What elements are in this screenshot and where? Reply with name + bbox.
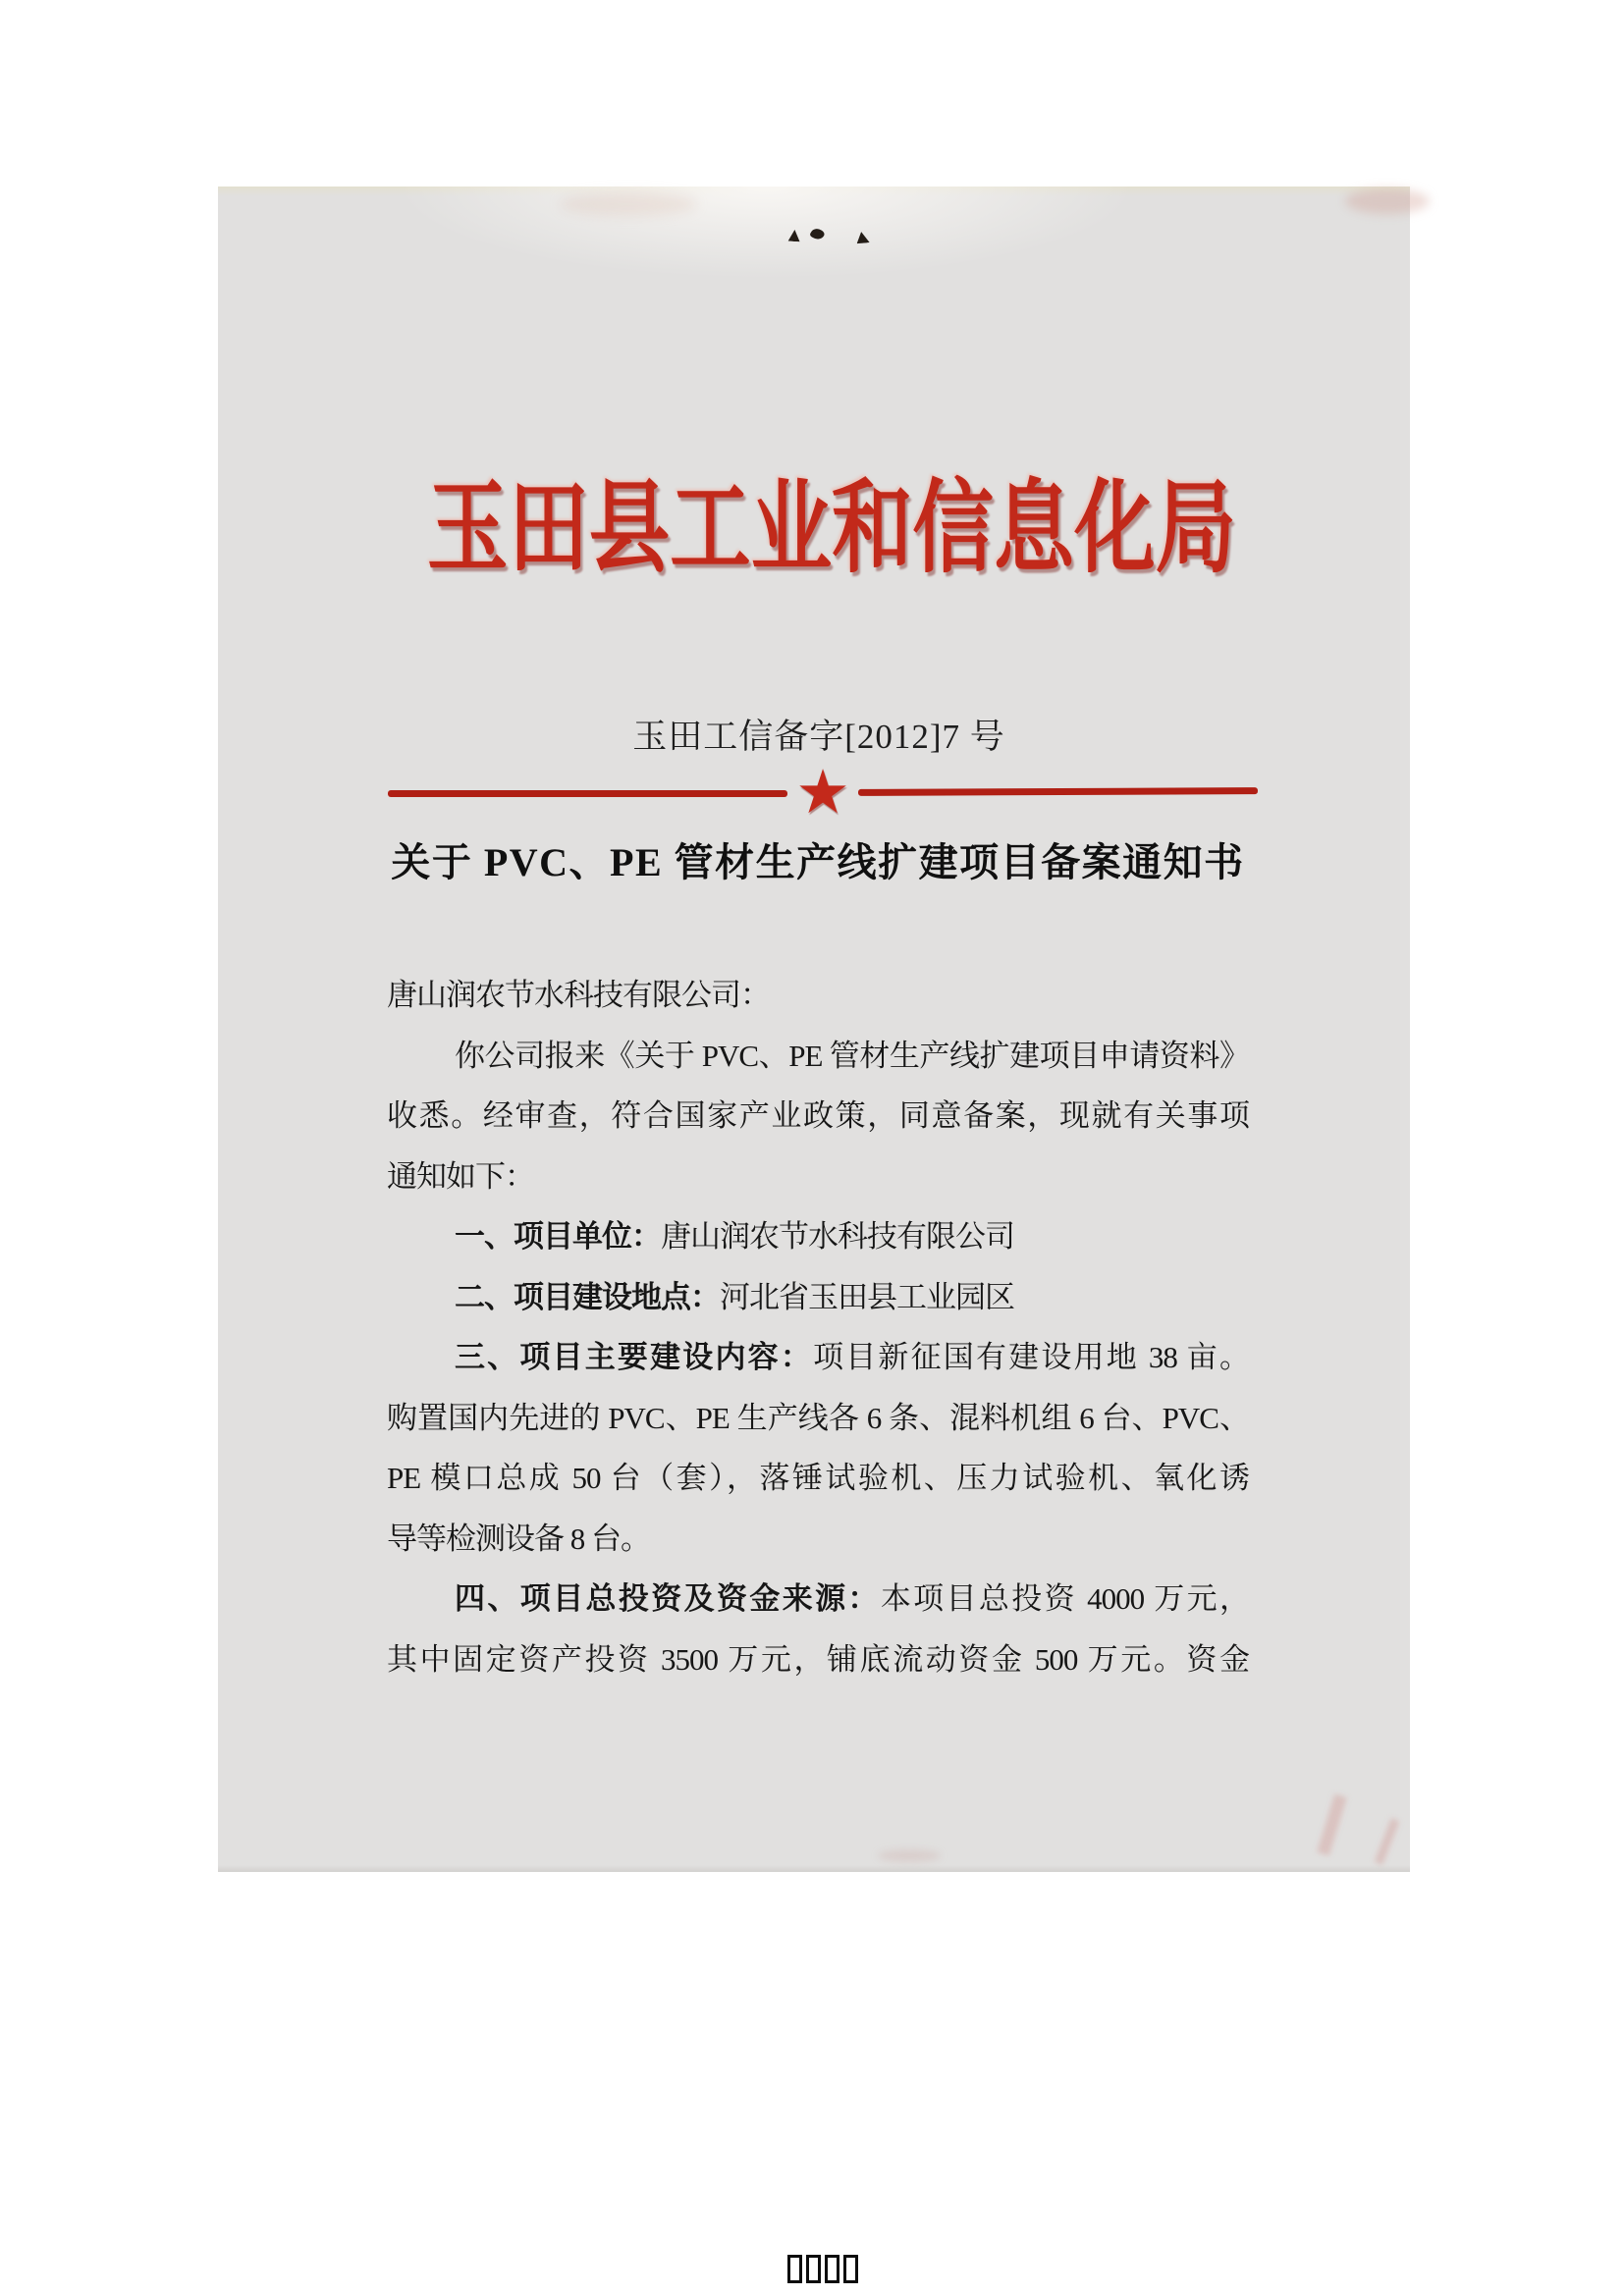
scan-streak (1317, 1793, 1347, 1855)
red-rule-left (388, 790, 787, 797)
scan-streak (878, 1849, 941, 1862)
body-line: 其中固定资产投资 3500 万元，铺底流动资金 500 万元。资金 (387, 1641, 1249, 1677)
body-line: 一、项目单位：唐山润农节水科技有限公司 (455, 1219, 1014, 1254)
scan-smudge (1345, 188, 1430, 214)
scan-speck-icon (788, 230, 801, 242)
scan-smudge (560, 192, 697, 216)
red-star-icon: ★ (795, 756, 850, 828)
red-rule-right (858, 787, 1258, 796)
document-number: 玉田工信备字[2012]7 号 (632, 718, 1005, 756)
missing-glyph-box (787, 2255, 802, 2283)
body-line: 二、项目建设地点：河北省玉田县工业园区 (455, 1279, 1014, 1314)
body-line-label: 四、项目总投资及资金来源： (455, 1581, 881, 1616)
star-divider (388, 756, 1258, 828)
agency-masthead-title: 玉田县工业和信息化局 (427, 473, 1236, 585)
body-line-label: 二、项目建设地点： (455, 1279, 720, 1314)
footer-missing-glyphs (787, 2255, 858, 2283)
body-line: 唐山润农节水科技有限公司： (387, 978, 770, 1012)
missing-glyph-box (825, 2255, 839, 2283)
body-line: PE 模口总成 50 台（套），落锤试验机、压力试验机、氧化诱 (387, 1461, 1249, 1495)
body-line: 导等检测设备 8 台。 (387, 1521, 650, 1556)
missing-glyph-box (806, 2255, 821, 2283)
body-line: 三、项目主要建设内容：项目新征国有建设用地 38 亩。 (455, 1340, 1249, 1374)
body-line: 收悉。经审查，符合国家产业政策，同意备案，现就有关事项 (387, 1098, 1249, 1133)
body-line: 四、项目总投资及资金来源：本项目总投资 4000 万元， (455, 1581, 1250, 1616)
body-line-label: 一、项目单位： (455, 1219, 661, 1254)
scan-speck-icon (809, 226, 826, 241)
document-body (387, 965, 1249, 1689)
body-line-label: 三、项目主要建设内容： (455, 1340, 814, 1374)
document-subject-title: 关于 PVC、PE 管材生产线扩建项目备案通知书 (391, 840, 1245, 884)
missing-glyph-box (843, 2255, 858, 2283)
scan-speck-icon (855, 231, 869, 243)
document-sheet (218, 187, 1410, 1872)
scan-streak (1375, 1818, 1400, 1865)
body-line: 购置国内先进的 PVC、PE 生产线各 6 条、混料机组 6 台、PVC、 (387, 1400, 1249, 1435)
body-line: 通知如下： (387, 1158, 534, 1194)
body-line: 你公司报来《关于 PVC、PE 管材生产线扩建项目申请资料》 (455, 1038, 1249, 1073)
